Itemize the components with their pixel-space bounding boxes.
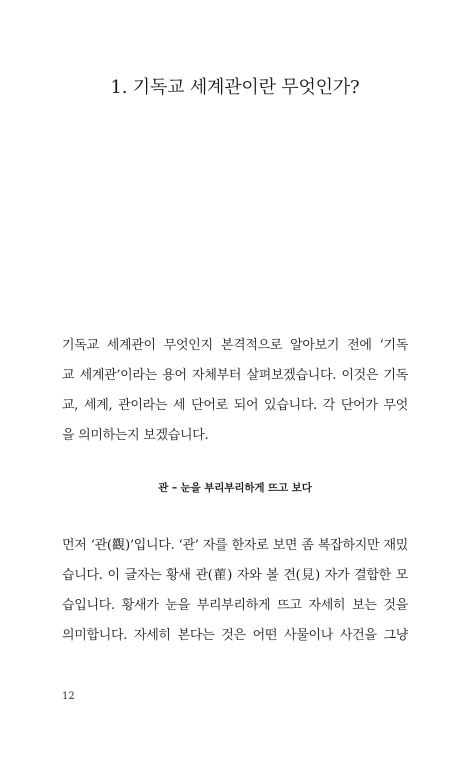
paragraph-line: 기독교 세계관이 무엇인지 본격적으로 알아보기 전에 ‘기독 [62,338,408,353]
paragraph-line: 교 세계관’이라는 용어 자체부터 살펴보겠습니다. 이것은 기독 [62,368,408,383]
paragraph-line: 을 의미하는지 보겠습니다. [62,428,209,443]
intro-paragraph [62,331,408,451]
paragraph-line: 교, 세계, 관이라는 세 단어로 되어 있습니다. 각 단어가 무엇 [62,398,408,413]
paragraph-line: 습입니다. 황새가 눈을 부리부리하게 뜨고 자세히 보는 것을 [62,598,408,613]
paragraph-line: 먼저 ‘관(觀)’입니다. ‘관’ 자를 한자로 보면 좀 복잡하지만 재밌 [62,538,408,553]
chapter-title: 1. 기독교 세계관이란 무엇인가? [110,77,360,98]
section-heading: 관 – 눈을 부리부리하게 뜨고 보다 [158,482,312,494]
paragraph-line: 습니다. 이 글자는 황새 관(雚) 자와 볼 견(見) 자가 결합한 모 [62,568,408,583]
page-number: 12 [62,691,75,702]
gwan-paragraph [62,531,408,651]
paragraph-line: 의미합니다. 자세히 본다는 것은 어떤 사물이나 사건을 그냥 [62,628,408,643]
